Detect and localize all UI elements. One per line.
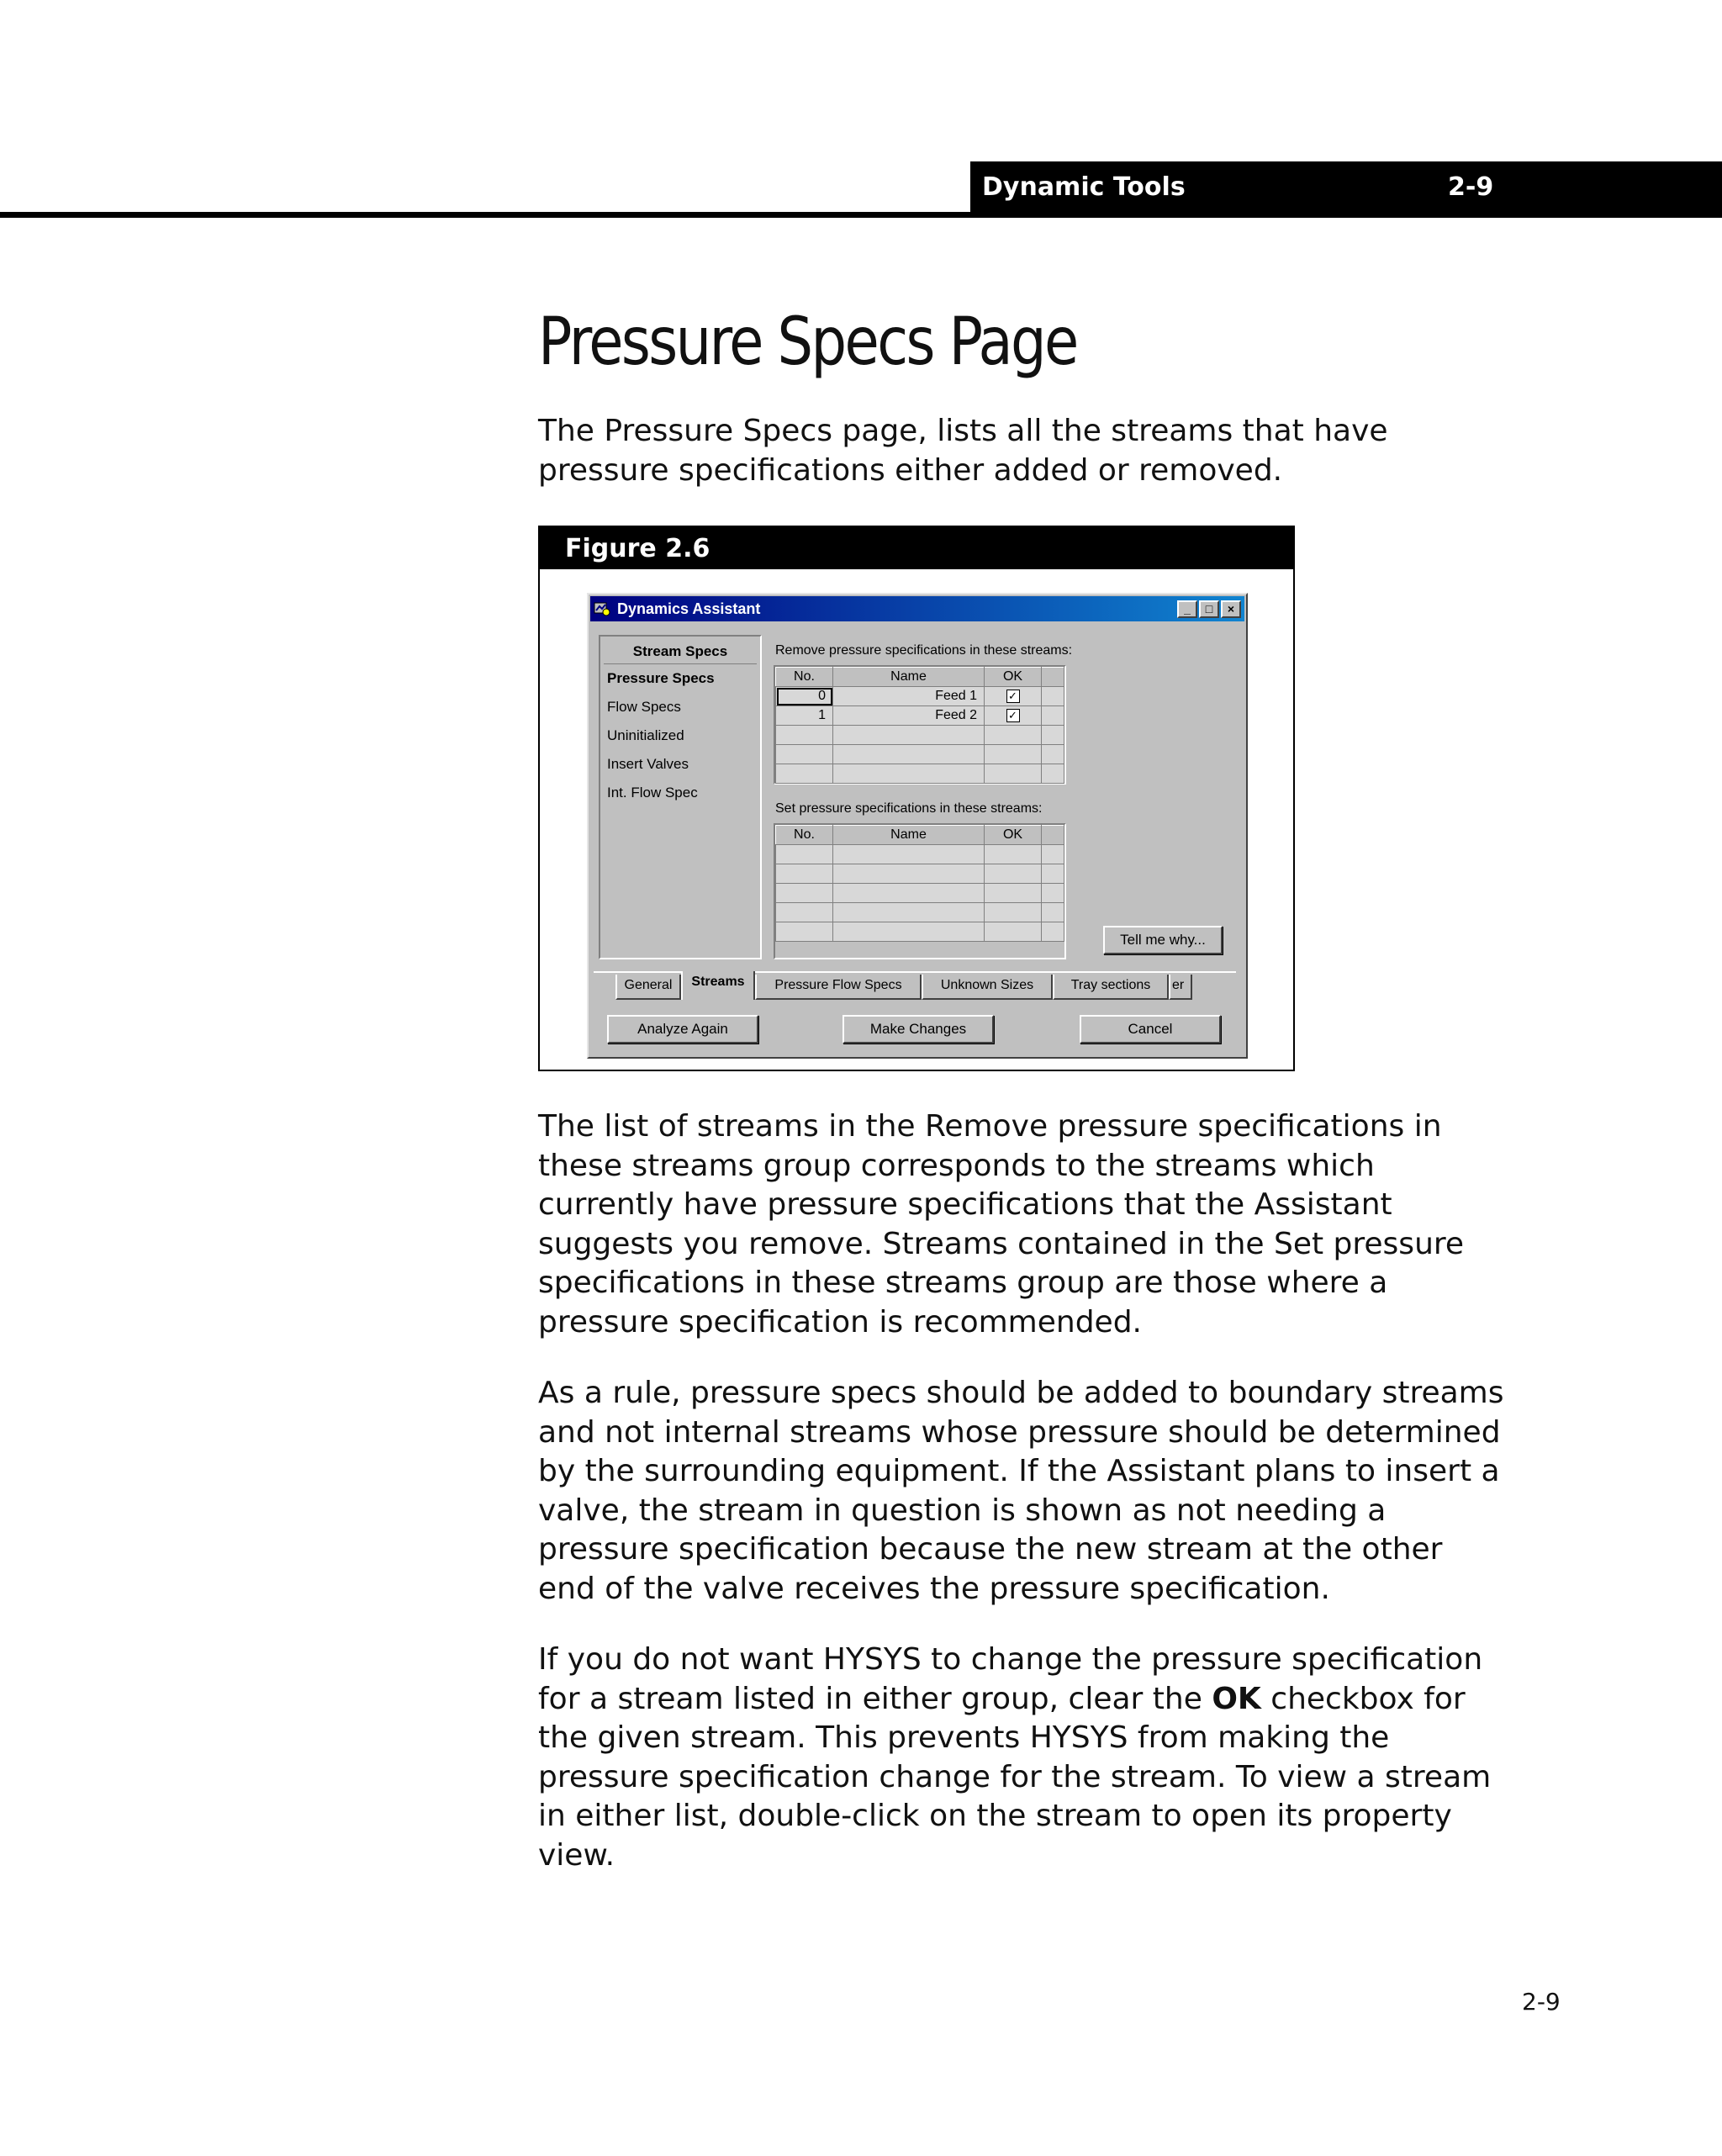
ok-checkbox[interactable]: ✓	[1006, 709, 1020, 722]
make-changes-button[interactable]: Make Changes	[843, 1015, 994, 1044]
figure	[538, 526, 1295, 1071]
set-specs-label: Set pressure specifications in these streams:	[775, 801, 1043, 816]
paragraph-text: If you do not want HYSYS to change the pressure specification for a stream listed in either group, clear the	[538, 1642, 1483, 1716]
remove-specs-grid	[774, 665, 1066, 785]
paragraph-ok-checkbox	[538, 1641, 1505, 1875]
table-header-row	[776, 826, 1064, 845]
column-header-blank	[1042, 668, 1064, 687]
list-item-flow-specs[interactable]: Flow Specs	[607, 699, 681, 715]
row-name-cell[interactable]: Feed 1	[833, 687, 985, 706]
ok-checkbox[interactable]: ✓	[1006, 690, 1020, 703]
intro-paragraph: The Pressure Specs page, lists all the streams that have pressure specifications either added or removed.	[538, 414, 1388, 488]
stream-specs-header: Stream Specs	[604, 640, 757, 664]
row-blank-cell	[1042, 706, 1064, 726]
table-row-empty	[776, 884, 1064, 903]
row-blank-cell	[1042, 687, 1064, 706]
page-title: Pressure Specs Page	[538, 304, 1077, 380]
table-row[interactable]	[776, 706, 1064, 726]
dialog-title: Dynamics Assistant	[617, 600, 761, 617]
stream-specs-list	[599, 635, 762, 959]
footer-page-number: 2-9	[1522, 1988, 1561, 2016]
tab-pressure-flow-specs[interactable]: Pressure Flow Specs	[755, 975, 922, 1000]
running-header-title: Dynamic Tools	[982, 172, 1186, 202]
column-header-ok[interactable]: OK	[985, 668, 1042, 687]
list-item-insert-valves[interactable]: Insert Valves	[607, 756, 689, 772]
figure-caption	[540, 527, 1293, 569]
table-row-empty	[776, 922, 1064, 942]
tab-streams[interactable]: Streams	[681, 971, 755, 1000]
column-header-no[interactable]: No.	[776, 668, 833, 687]
paragraph-remove-set-lists: The list of streams in the Remove pressure specifications in these streams group corresponds to the streams which currently have pressure specifications that the Assistant suggests you remove. Streams contained in the Set pressure specifications in these streams group are those where a pressure specification is recommended.	[538, 1109, 1465, 1340]
row-ok-cell[interactable]	[985, 687, 1042, 706]
column-header-blank	[1042, 826, 1064, 845]
table-row[interactable]	[776, 687, 1064, 706]
running-header-page-number: 2-9	[1448, 172, 1494, 202]
table-row-empty	[776, 764, 1064, 784]
column-header-name[interactable]: Name	[833, 668, 985, 687]
figure-caption-text: Figure 2.6	[565, 534, 710, 563]
column-header-no[interactable]: No.	[776, 826, 833, 845]
column-header-name[interactable]: Name	[833, 826, 985, 845]
tell-me-why-button[interactable]: Tell me why...	[1103, 926, 1223, 954]
set-specs-grid	[774, 823, 1066, 959]
table-header-row	[776, 668, 1064, 687]
dynamics-assistant-dialog	[587, 593, 1248, 1059]
row-no-cell[interactable]: 1	[776, 706, 833, 726]
dialog-titlebar	[590, 596, 1244, 621]
tab-tray-sections[interactable]: Tray sections	[1053, 975, 1169, 1000]
tab-unknown-sizes[interactable]: Unknown Sizes	[922, 975, 1053, 1000]
column-header-ok[interactable]: OK	[985, 826, 1042, 845]
tab-bar	[594, 975, 1238, 1003]
paragraph-boundary-streams: As a rule, pressure specs should be added to boundary streams and not internal streams whose pressure should be determined by the surrounding equipment. If the Assistant plans to insert a valve, the stream in question is shown as not needing a pressure specification because the new stream at the other end of the valve receives the pressure specification.	[538, 1376, 1504, 1606]
row-ok-cell[interactable]	[985, 706, 1042, 726]
app-icon	[594, 600, 610, 617]
remove-specs-label: Remove pressure specifications in these streams:	[775, 643, 1073, 658]
list-item-pressure-specs[interactable]: Pressure Specs	[607, 670, 715, 686]
minimize-button[interactable]: _	[1177, 600, 1197, 618]
analyze-again-button[interactable]: Analyze Again	[607, 1015, 758, 1044]
row-name-cell[interactable]: Feed 2	[833, 706, 985, 726]
cancel-button[interactable]: Cancel	[1080, 1015, 1221, 1044]
paragraph-text: checkbox for the given stream. This prevents HYSYS from making the pressure specification change for the stream. To view a stream in either list, double-click on the stream to open its property view.	[538, 1681, 1492, 1873]
row-no-cell[interactable]: 0	[776, 687, 833, 706]
ok-keyword: OK	[1212, 1681, 1261, 1716]
table-row-empty	[776, 864, 1064, 884]
close-button[interactable]: ×	[1221, 600, 1241, 618]
tab-general[interactable]: General	[615, 975, 681, 1000]
list-item-uninitialized[interactable]: Uninitialized	[607, 727, 684, 743]
list-item-int-flow-spec[interactable]: Int. Flow Spec	[607, 785, 698, 801]
table-row-empty	[776, 745, 1064, 764]
table-row-empty	[776, 845, 1064, 864]
maximize-button[interactable]: □	[1199, 600, 1219, 618]
table-row-empty	[776, 903, 1064, 922]
table-row-empty	[776, 726, 1064, 745]
tab-truncated[interactable]: er	[1169, 975, 1192, 1000]
